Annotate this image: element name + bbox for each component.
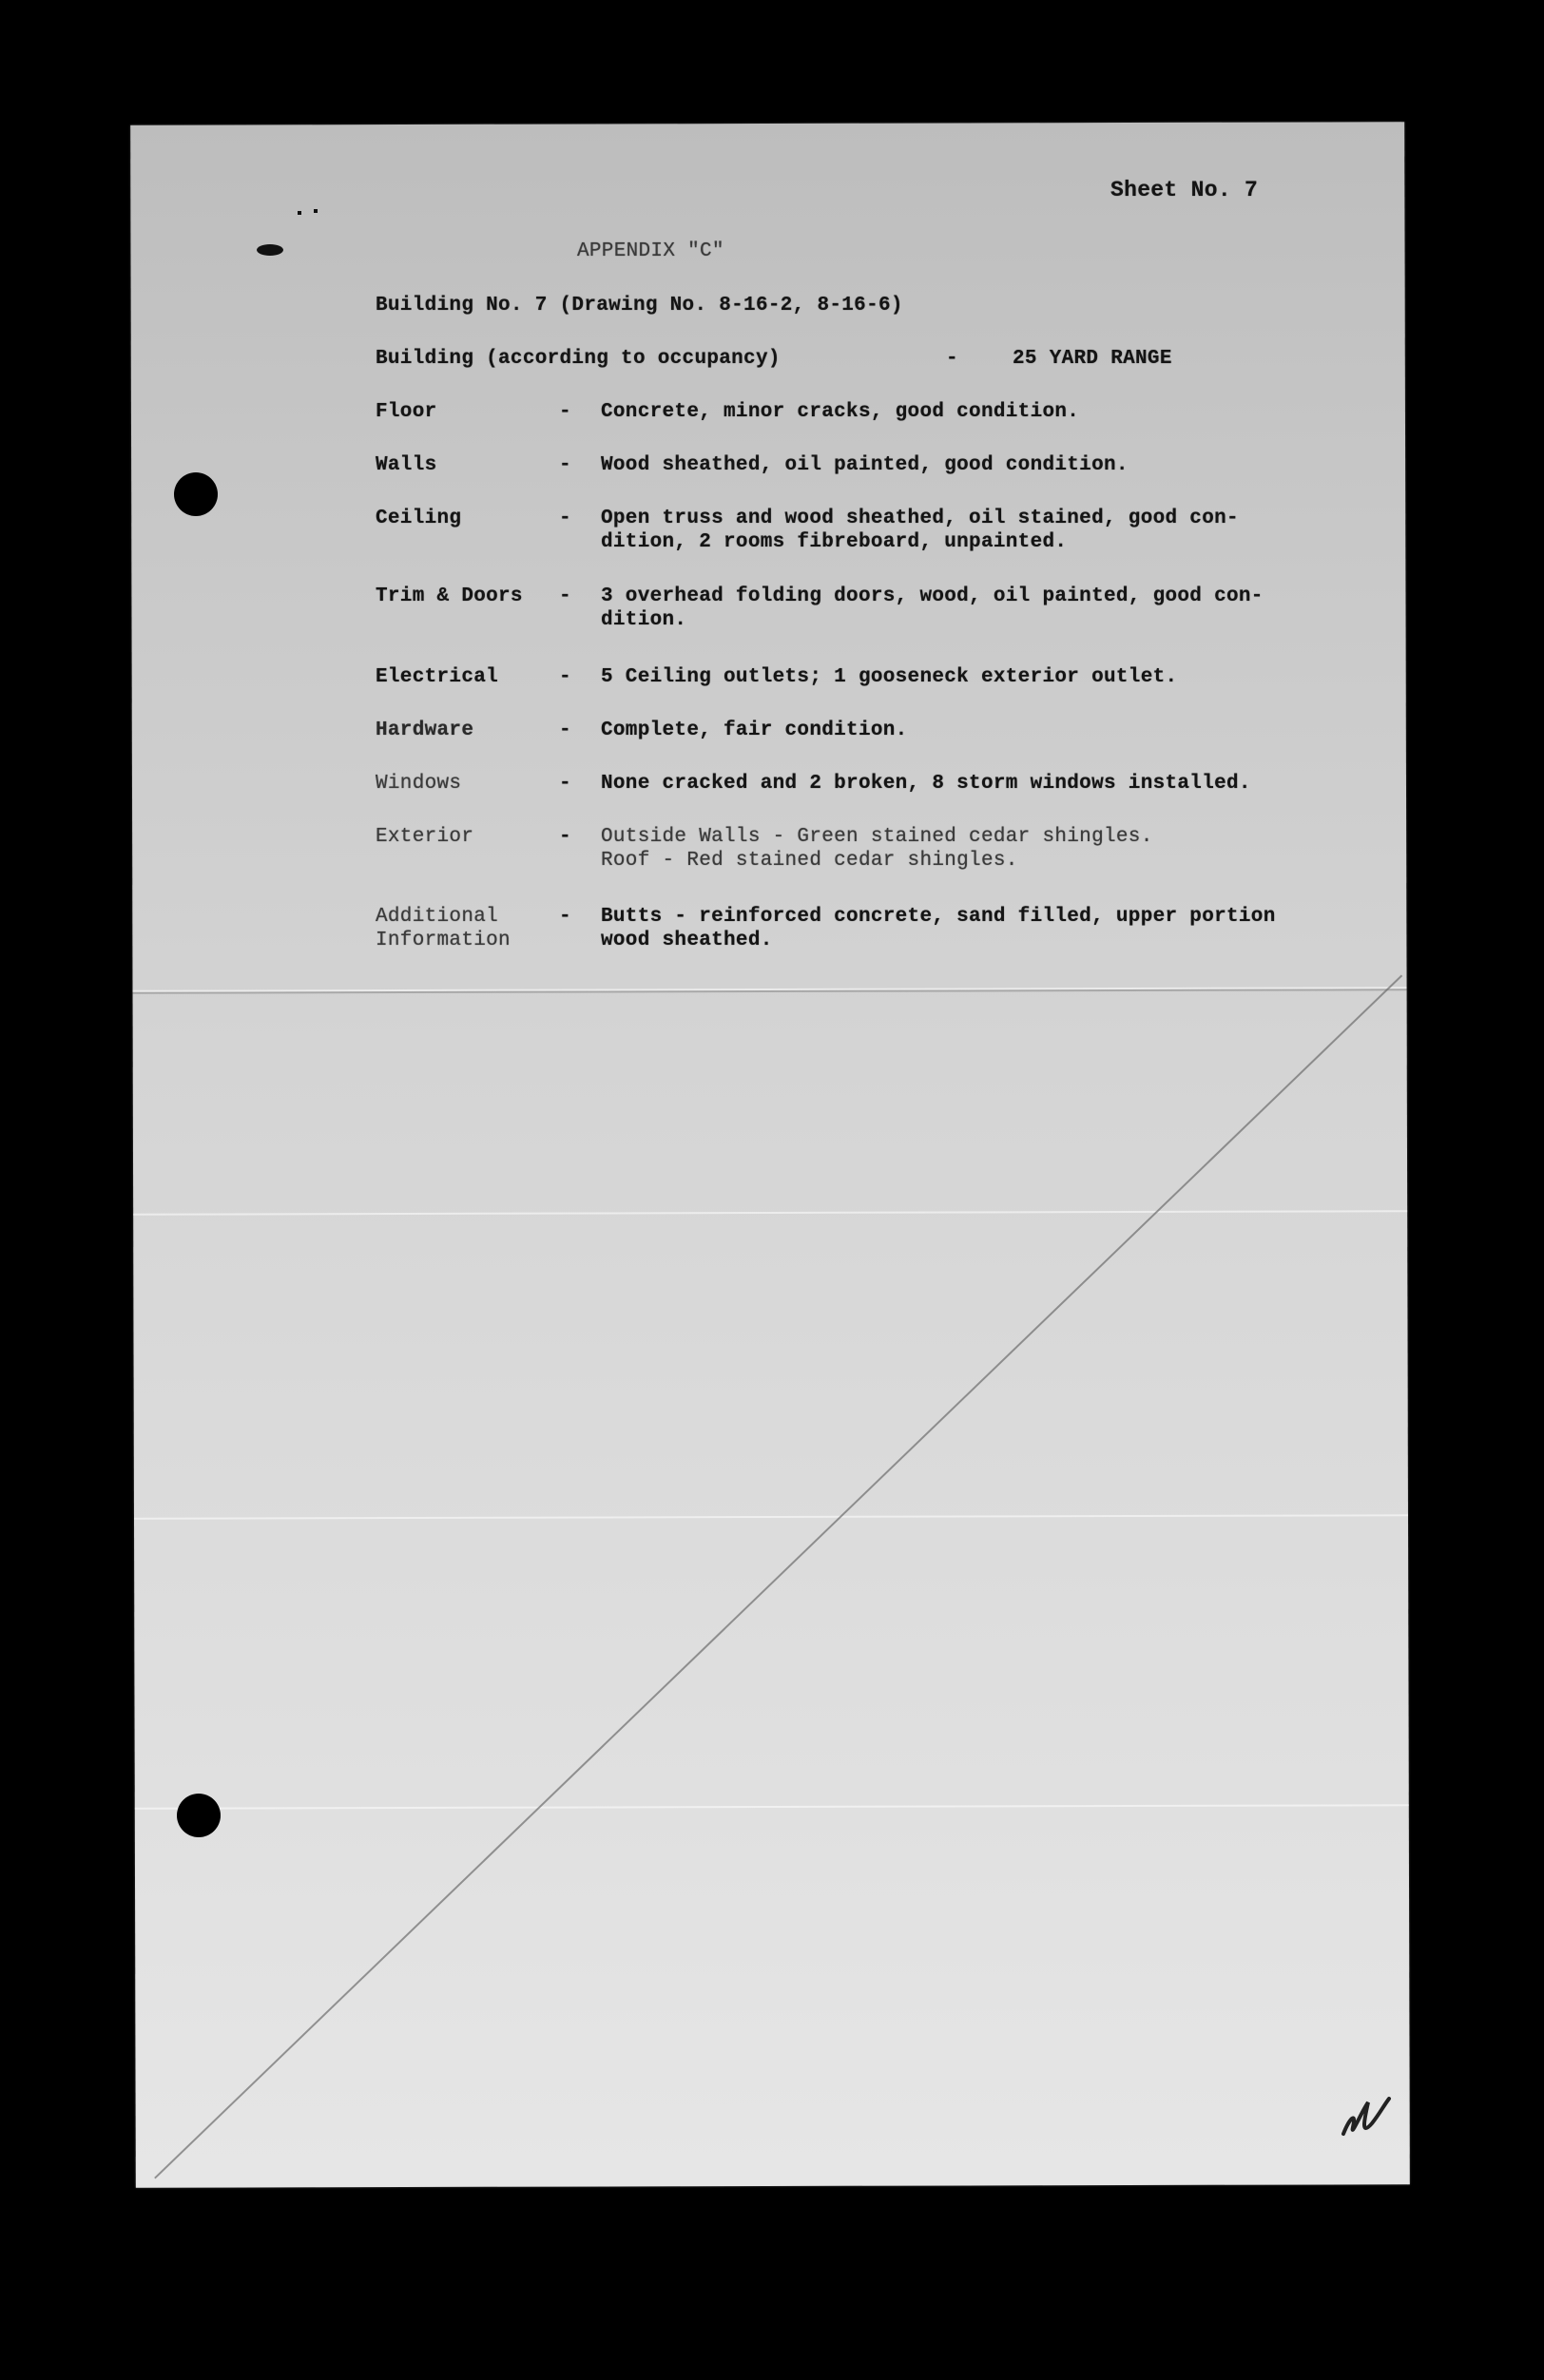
row-dash: - (559, 826, 571, 848)
row-value-ceiling: Open truss and wood sheathed, oil stained, good con- dition, 2 rooms fibreboard, unpainted. (601, 508, 1239, 553)
building-occupancy-value: 25 YARD RANGE (1013, 348, 1172, 370)
row-dash: - (559, 585, 571, 607)
row-label-walls: Walls (376, 454, 437, 476)
row-label-exterior: Exterior (376, 826, 474, 848)
row-label-additional-information: Additional Information (376, 906, 511, 951)
document-page (130, 122, 1410, 2188)
row-label-floor: Floor (376, 401, 437, 423)
building-occupancy-label: Building (according to occupancy) (376, 348, 781, 370)
ink-dot (314, 209, 318, 213)
diagonal-crease (130, 122, 1410, 2188)
row-dash: - (559, 720, 571, 741)
punch-hole (177, 1794, 221, 1837)
row-label-hardware: Hardware (376, 720, 474, 741)
row-label-trim-doors: Trim & Doors (376, 585, 523, 607)
row-value-exterior: Outside Walls - Green stained cedar shingles. Roof - Red stained cedar shingles. (601, 826, 1153, 872)
row-value-walls: Wood sheathed, oil painted, good condition. (601, 454, 1129, 476)
row-value-electrical: 5 Ceiling outlets; 1 gooseneck exterior outlet. (601, 666, 1178, 688)
row-label-windows: Windows (376, 773, 462, 795)
row-dash: - (559, 401, 571, 423)
sheet-number: Sheet No. 7 (1110, 178, 1259, 202)
ink-dot (298, 211, 301, 215)
handwritten-initials (1336, 2082, 1402, 2148)
appendix-title: APPENDIX "C" (577, 240, 724, 262)
ink-smudge (257, 244, 283, 256)
row-label-electrical: Electrical (376, 666, 499, 688)
row-dash: - (559, 508, 571, 529)
row-value-windows: None cracked and 2 broken, 8 storm windows installed. (601, 773, 1251, 795)
building-number: Building No. 7 (Drawing No. 8-16-2, 8-16-6) (376, 295, 903, 317)
row-dash: - (559, 666, 571, 688)
row-value-additional-information: Butts - reinforced concrete, sand filled, upper portion wood sheathed. (601, 906, 1276, 951)
row-label-ceiling: Ceiling (376, 508, 462, 529)
punch-hole (174, 472, 218, 516)
row-value-trim-doors: 3 overhead folding doors, wood, oil painted, good con- dition. (601, 585, 1264, 631)
row-dash: - (559, 773, 571, 795)
row-value-hardware: Complete, fair condition. (601, 720, 908, 741)
row-dash: - (559, 906, 571, 928)
row-value-floor: Concrete, minor cracks, good condition. (601, 401, 1080, 423)
building-occupancy-dash: - (946, 348, 958, 370)
row-dash: - (559, 454, 571, 476)
